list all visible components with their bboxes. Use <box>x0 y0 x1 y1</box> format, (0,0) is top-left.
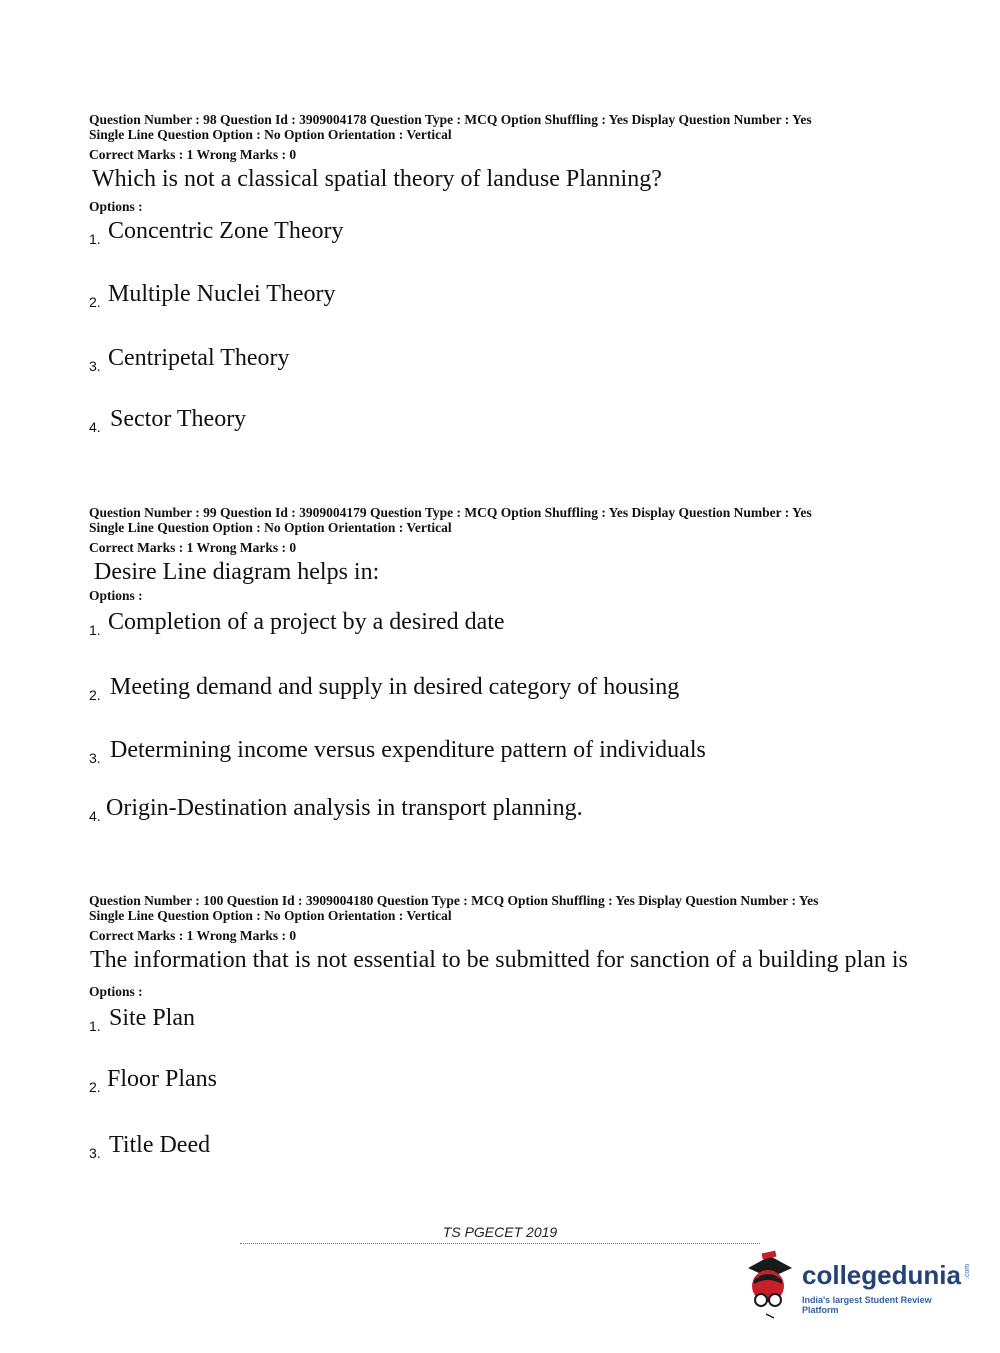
options-list <box>89 1004 919 1159</box>
option-2 <box>89 280 919 308</box>
question-marks: Correct Marks : 1 Wrong Marks : 0 <box>89 147 297 162</box>
options-label: Options : <box>89 199 143 214</box>
option-number: 2. <box>89 687 101 703</box>
option-text: Completion of a project by a desired date <box>108 609 505 635</box>
option-text: Floor Plans <box>107 1066 218 1092</box>
brand-suffix: .com <box>964 1263 972 1280</box>
option-2 <box>89 673 919 701</box>
option-number: 3. <box>89 358 101 374</box>
option-text: Site Plan <box>109 1005 196 1031</box>
options-label: Options : <box>89 984 143 999</box>
option-number: 1. <box>89 231 101 247</box>
question-meta-2: Single Line Question Option : No Option Orientation : Vertical <box>89 908 452 923</box>
option-1 <box>89 608 919 636</box>
collegedunia-logo <box>740 1250 970 1320</box>
options-list <box>89 608 919 822</box>
exam-title: TS PGECET 2019 <box>442 1224 558 1240</box>
brand-tagline: India's largest Student Review Platform <box>802 1295 932 1315</box>
brand-name: collegedunia <box>802 1260 961 1290</box>
question-meta: Question Number : 99 Question Id : 3909004179 Question Type : MCQ Option Shuffling : Yes Display Question Number : Yes <box>89 505 812 520</box>
option-number: 4. <box>89 419 101 435</box>
option-1 <box>89 217 919 245</box>
option-4 <box>89 405 919 433</box>
option-1 <box>89 1004 919 1032</box>
option-number: 3. <box>89 750 101 766</box>
question-98 <box>89 112 919 433</box>
options-list <box>89 217 919 433</box>
option-text: Meeting demand and supply in desired category of housing <box>110 674 680 700</box>
question-meta: Question Number : 100 Question Id : 3909004180 Question Type : MCQ Option Shuffling : Yes Display Question Number : Yes <box>89 893 819 908</box>
option-text: Concentric Zone Theory <box>108 218 344 244</box>
question-text: Which is not a classical spatial theory of landuse Planning? <box>92 166 662 192</box>
option-4 <box>89 794 919 822</box>
question-text: The information that is not essential to be submitted for sanction of a building plan is <box>90 947 908 973</box>
option-text: Determining income versus expenditure pattern of individuals <box>110 737 706 763</box>
question-meta-2: Single Line Question Option : No Option Orientation : Vertical <box>89 127 452 142</box>
option-3 <box>89 1131 919 1159</box>
option-text: Origin-Destination analysis in transport planning. <box>106 795 583 821</box>
question-marks: Correct Marks : 1 Wrong Marks : 0 <box>89 928 297 943</box>
question-meta-2: Single Line Question Option : No Option Orientation : Vertical <box>89 520 452 535</box>
option-3 <box>89 736 919 764</box>
option-number: 2. <box>89 294 101 310</box>
option-3 <box>89 344 919 372</box>
option-number: 1. <box>89 1018 101 1034</box>
question-meta: Question Number : 98 Question Id : 3909004178 Question Type : MCQ Option Shuffling : Yes Display Question Number : Yes <box>89 112 812 127</box>
option-number: 2. <box>89 1079 101 1095</box>
options-label: Options : <box>89 588 143 603</box>
question-text: Desire Line diagram helps in: <box>94 559 380 585</box>
question-99 <box>89 505 919 822</box>
option-text: Centripetal Theory <box>108 345 290 371</box>
option-number: 4. <box>89 808 101 824</box>
footer-divider <box>240 1243 760 1246</box>
option-number: 3. <box>89 1145 101 1161</box>
option-2 <box>89 1065 919 1093</box>
option-text: Multiple Nuclei Theory <box>108 281 336 307</box>
option-text: Sector Theory <box>110 406 247 432</box>
mascot-icon <box>740 1250 800 1320</box>
option-number: 1. <box>89 622 101 638</box>
option-text: Title Deed <box>109 1132 211 1158</box>
question-marks: Correct Marks : 1 Wrong Marks : 0 <box>89 540 297 555</box>
question-100 <box>89 893 919 1159</box>
